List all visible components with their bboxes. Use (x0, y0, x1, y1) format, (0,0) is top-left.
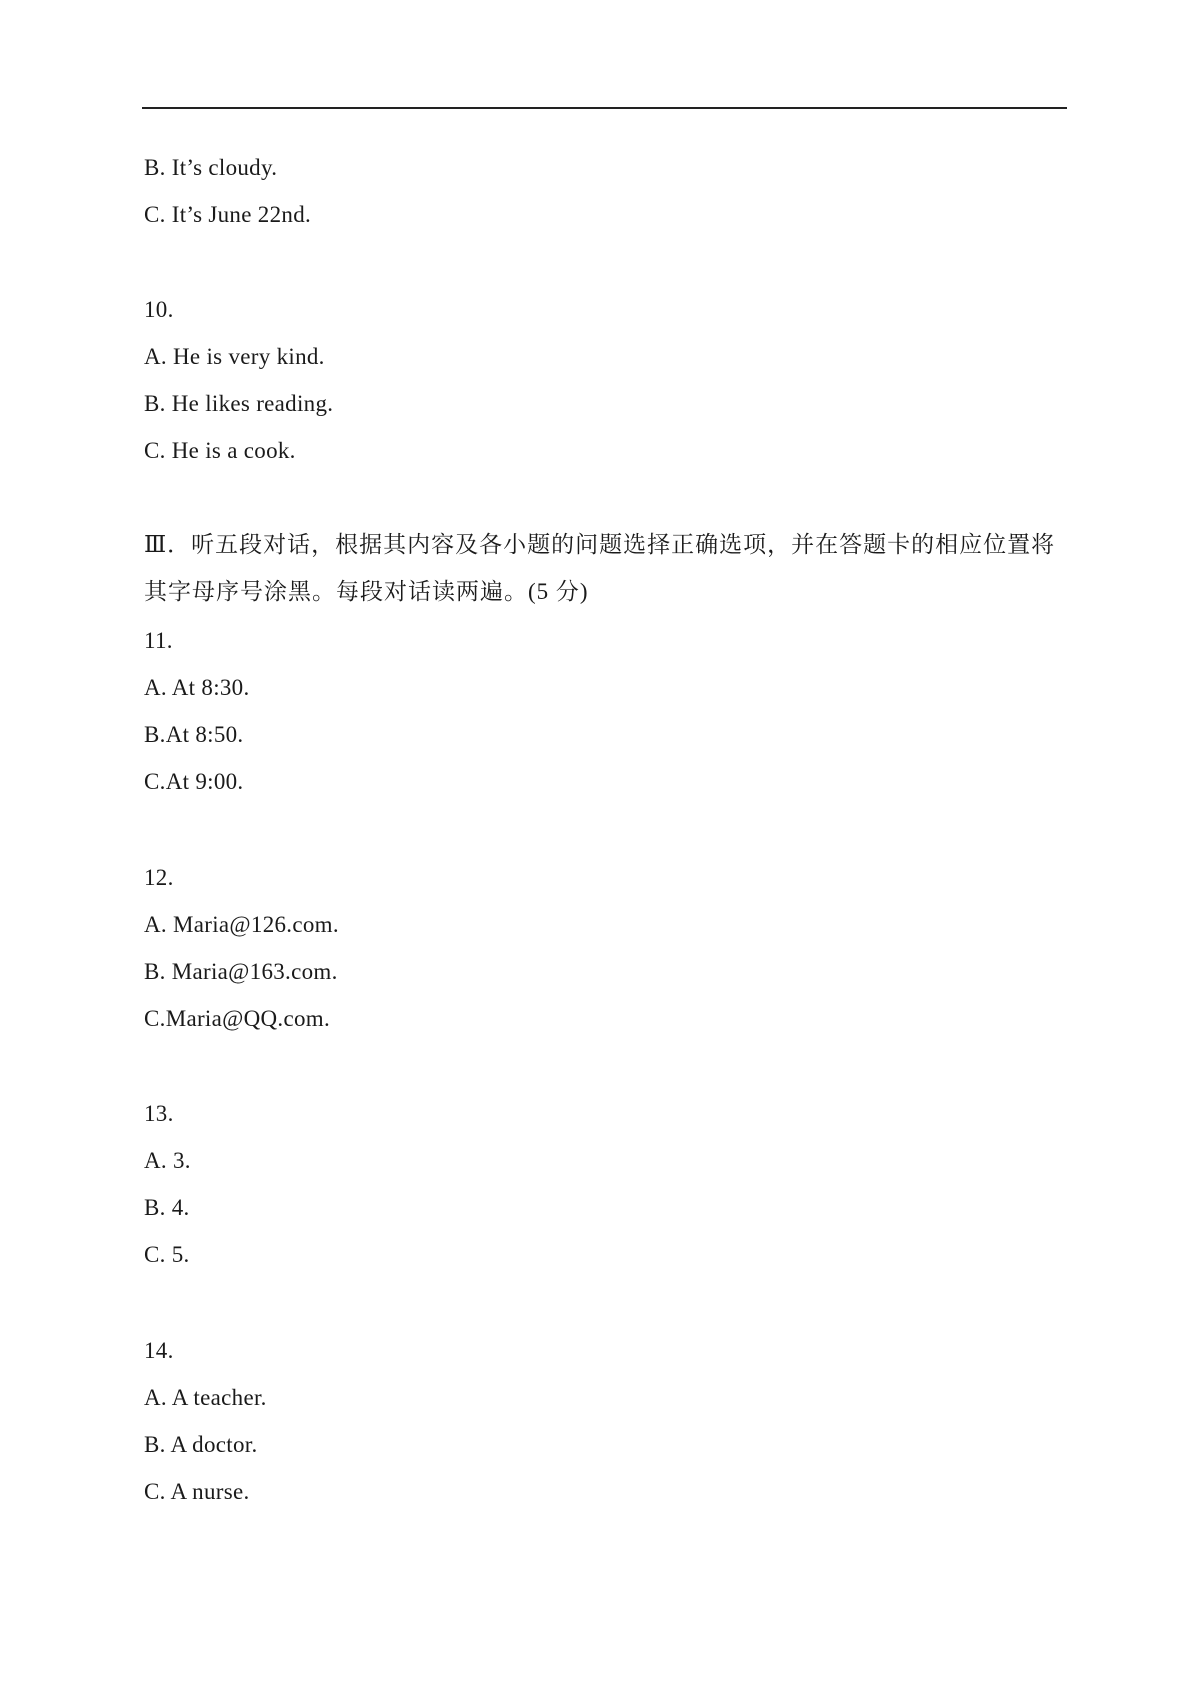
q14-option-c: C. A nurse. (144, 1479, 250, 1504)
q13-number: 13. (144, 1101, 174, 1126)
q10-number: 10. (144, 297, 174, 322)
q12-number: 12. (144, 865, 174, 890)
q14-option-a: A. A teacher. (144, 1385, 267, 1410)
q10-option-c: C. He is a cook. (144, 438, 296, 463)
q14-number: 14. (144, 1338, 174, 1363)
q13-option-a: A. 3. (144, 1148, 191, 1173)
q11-option-a: A. At 8:30. (144, 675, 250, 700)
q9-option-b: B. It’s cloudy. (144, 155, 278, 180)
q14-option-b: B. A doctor. (144, 1432, 258, 1457)
q10-option-a: A. He is very kind. (144, 344, 325, 369)
q12-option-a: A. Maria@126.com. (144, 912, 339, 937)
q11-number: 11. (144, 628, 173, 653)
section-3-heading: Ⅲ．听五段对话，根据其内容及各小题的问题选择正确选项，并在答题卡的相应位置将其字母序号涂黑。每段对话读两遍。(5 分) (144, 532, 1056, 604)
q11-option-c: C.At 9:00. (144, 769, 244, 794)
q9-option-c: C. It’s June 22nd. (144, 202, 312, 227)
q13-option-c: C. 5. (144, 1242, 190, 1267)
q11-option-b: B.At 8:50. (144, 722, 244, 747)
q12-option-b: B. Maria@163.com. (144, 959, 338, 984)
q10-option-b: B. He likes reading. (144, 391, 334, 416)
q12-option-c: C.Maria@QQ.com. (144, 1006, 331, 1031)
q13-option-b: B. 4. (144, 1195, 190, 1220)
header-rule (142, 107, 1067, 109)
